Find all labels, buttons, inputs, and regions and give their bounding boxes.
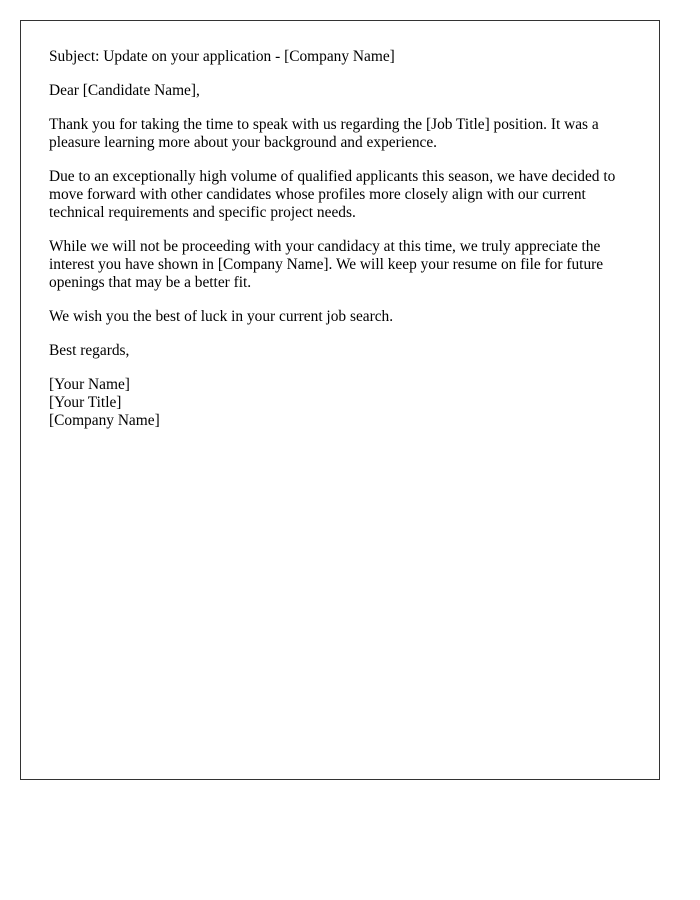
letter-paragraph-1: Thank you for taking the time to speak with us regarding the [Job Title] position. It was a pleasure learning more about your background and experience. xyxy=(49,116,599,151)
letter-paragraph-4: We wish you the best of luck in your current job search. xyxy=(49,308,394,325)
signature-name: [Your Name] xyxy=(49,376,130,393)
letter-paragraph-2: Due to an exceptionally high volume of qualified applicants this season, we have decided to move forward with other candidates whose profiles more closely align with our current technical requirements and specific project needs. xyxy=(49,168,616,221)
letter-subject: Subject: Update on your application - [Company Name] xyxy=(49,48,395,65)
signature-title: [Your Title] xyxy=(49,394,122,411)
letter-signature xyxy=(49,376,631,430)
letter-greeting: Dear [Candidate Name], xyxy=(49,82,200,99)
letter-closing: Best regards, xyxy=(49,342,130,359)
letter-paragraph-3: While we will not be proceeding with your candidacy at this time, we truly appreciate the interest you have shown in [Company Name]. We will keep your resume on file for future openings that may be a better fit. xyxy=(49,238,604,291)
signature-company: [Company Name] xyxy=(49,412,160,429)
letter-document xyxy=(20,20,660,780)
